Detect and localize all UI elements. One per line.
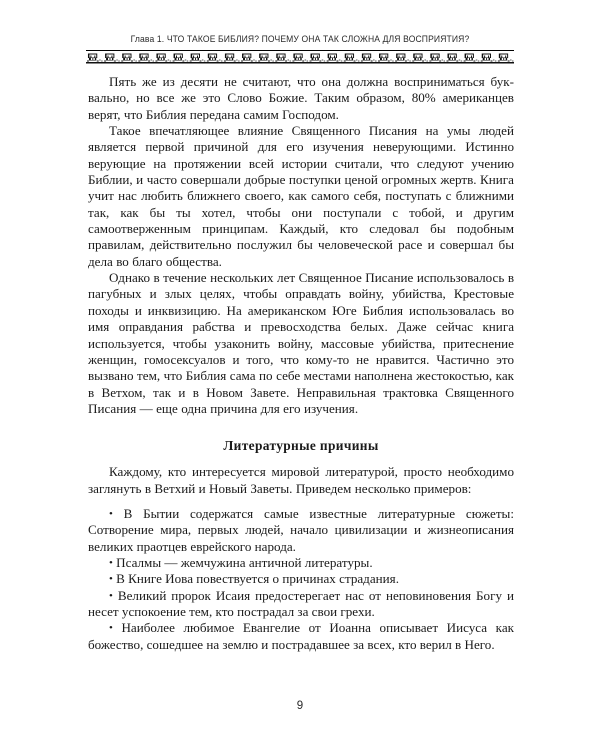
bullet-marker-icon: • [109, 556, 113, 569]
paragraph: Пять же из десяти не считают, что она должна восприниматься буквально, но все же это Слово Божие. Таким образом, 80% американцев верят, что Библия передана самим Господом. [88, 74, 514, 122]
list-item-text: В Бытии содержатся самые известные литературные сюжеты: Сотворение мира, первых людей, начало цивилизации и жизнеописания великих праотцев еврейского народа. [88, 505, 514, 554]
decorative-border-ornament [86, 50, 514, 66]
paragraph: Такое впечатляющее влияние Священного Писания на умы людей является первой причиной для его изучения неверующими. Истинно верующие на протяжении всей истории считали, что следуют учению Библии, и часто совершали добрые поступки ценой огромных жертв. Книга учит нас любить ближнего своего, как самого себя, поступать с ближними так, как бы ты хотел, чтобы они поступали с тобой, и другим самоотверженным принципам. Каждый, кто следовал бы подобным правилам, действительно послужил бы человеческой расе и совершал бы дела во благо общества. [88, 123, 514, 269]
page-number: 9 [296, 700, 304, 712]
ornament-band [86, 53, 514, 64]
list-item [88, 571, 514, 587]
list-item-text: Наиболее любимое Евангелие от Иоанна описывает Иисуса как божество, сошедшее на землю и пострадавшее за всех, кто верил в Него. [88, 620, 514, 652]
running-head: Глава 1. ЧТО ТАКОЕ БИБЛИЯ? ПОЧЕМУ ОНА ТАК СЛОЖНА ДЛЯ ВОСПРИЯТИЯ? [130, 34, 470, 44]
list-item-text: Великий пророк Исаия предостерегает нас от неповиновения Богу и несет успокоение тем, кто пострадал за свои грехи. [88, 587, 514, 619]
list-item [88, 555, 514, 571]
bullet-marker-icon: • [109, 507, 113, 520]
bullet-list [88, 506, 514, 653]
text-column [88, 74, 514, 653]
section-intro-paragraph: Каждому, кто интересуется мировой литературой, просто необходимо заглянуть в Ветхий и Новый Заветы. Приведем несколько примеров: [88, 464, 514, 496]
bullet-marker-icon: • [109, 589, 113, 602]
section-heading: Литературные причины [223, 438, 379, 454]
list-item [88, 588, 514, 621]
header-rule [86, 50, 514, 51]
list-item [88, 620, 514, 653]
list-item-text: В Книге Иова повествуется о причинах страдания. [116, 571, 399, 587]
bullet-marker-icon: • [109, 622, 113, 635]
list-item [88, 506, 514, 555]
bullet-marker-icon: • [109, 573, 113, 586]
list-item-text: Псалмы — жемчужина античной литературы. [116, 554, 373, 570]
paragraph: Однако в течение нескольких лет Священное Писание использовалось в пагубных и злых целях, чтобы оправдать войну, убийства, Крестовые походы и инквизицию. На американском Юге Библия использовалась во имя оправдания рабства и превосходства белых. Даже сейчас книга используется, чтобы узаконить войну, массовые убийства, притеснение женщин, гомосексуалов и того, что кому-то не нравится. Частично это вызвано тем, что Библия сама по себе местами наполнена жестокостью, как в Ветхом, так и в Новом Завете. Неправильная трактовка Священного Писания — еще одна причина для его изучения. [88, 270, 514, 416]
